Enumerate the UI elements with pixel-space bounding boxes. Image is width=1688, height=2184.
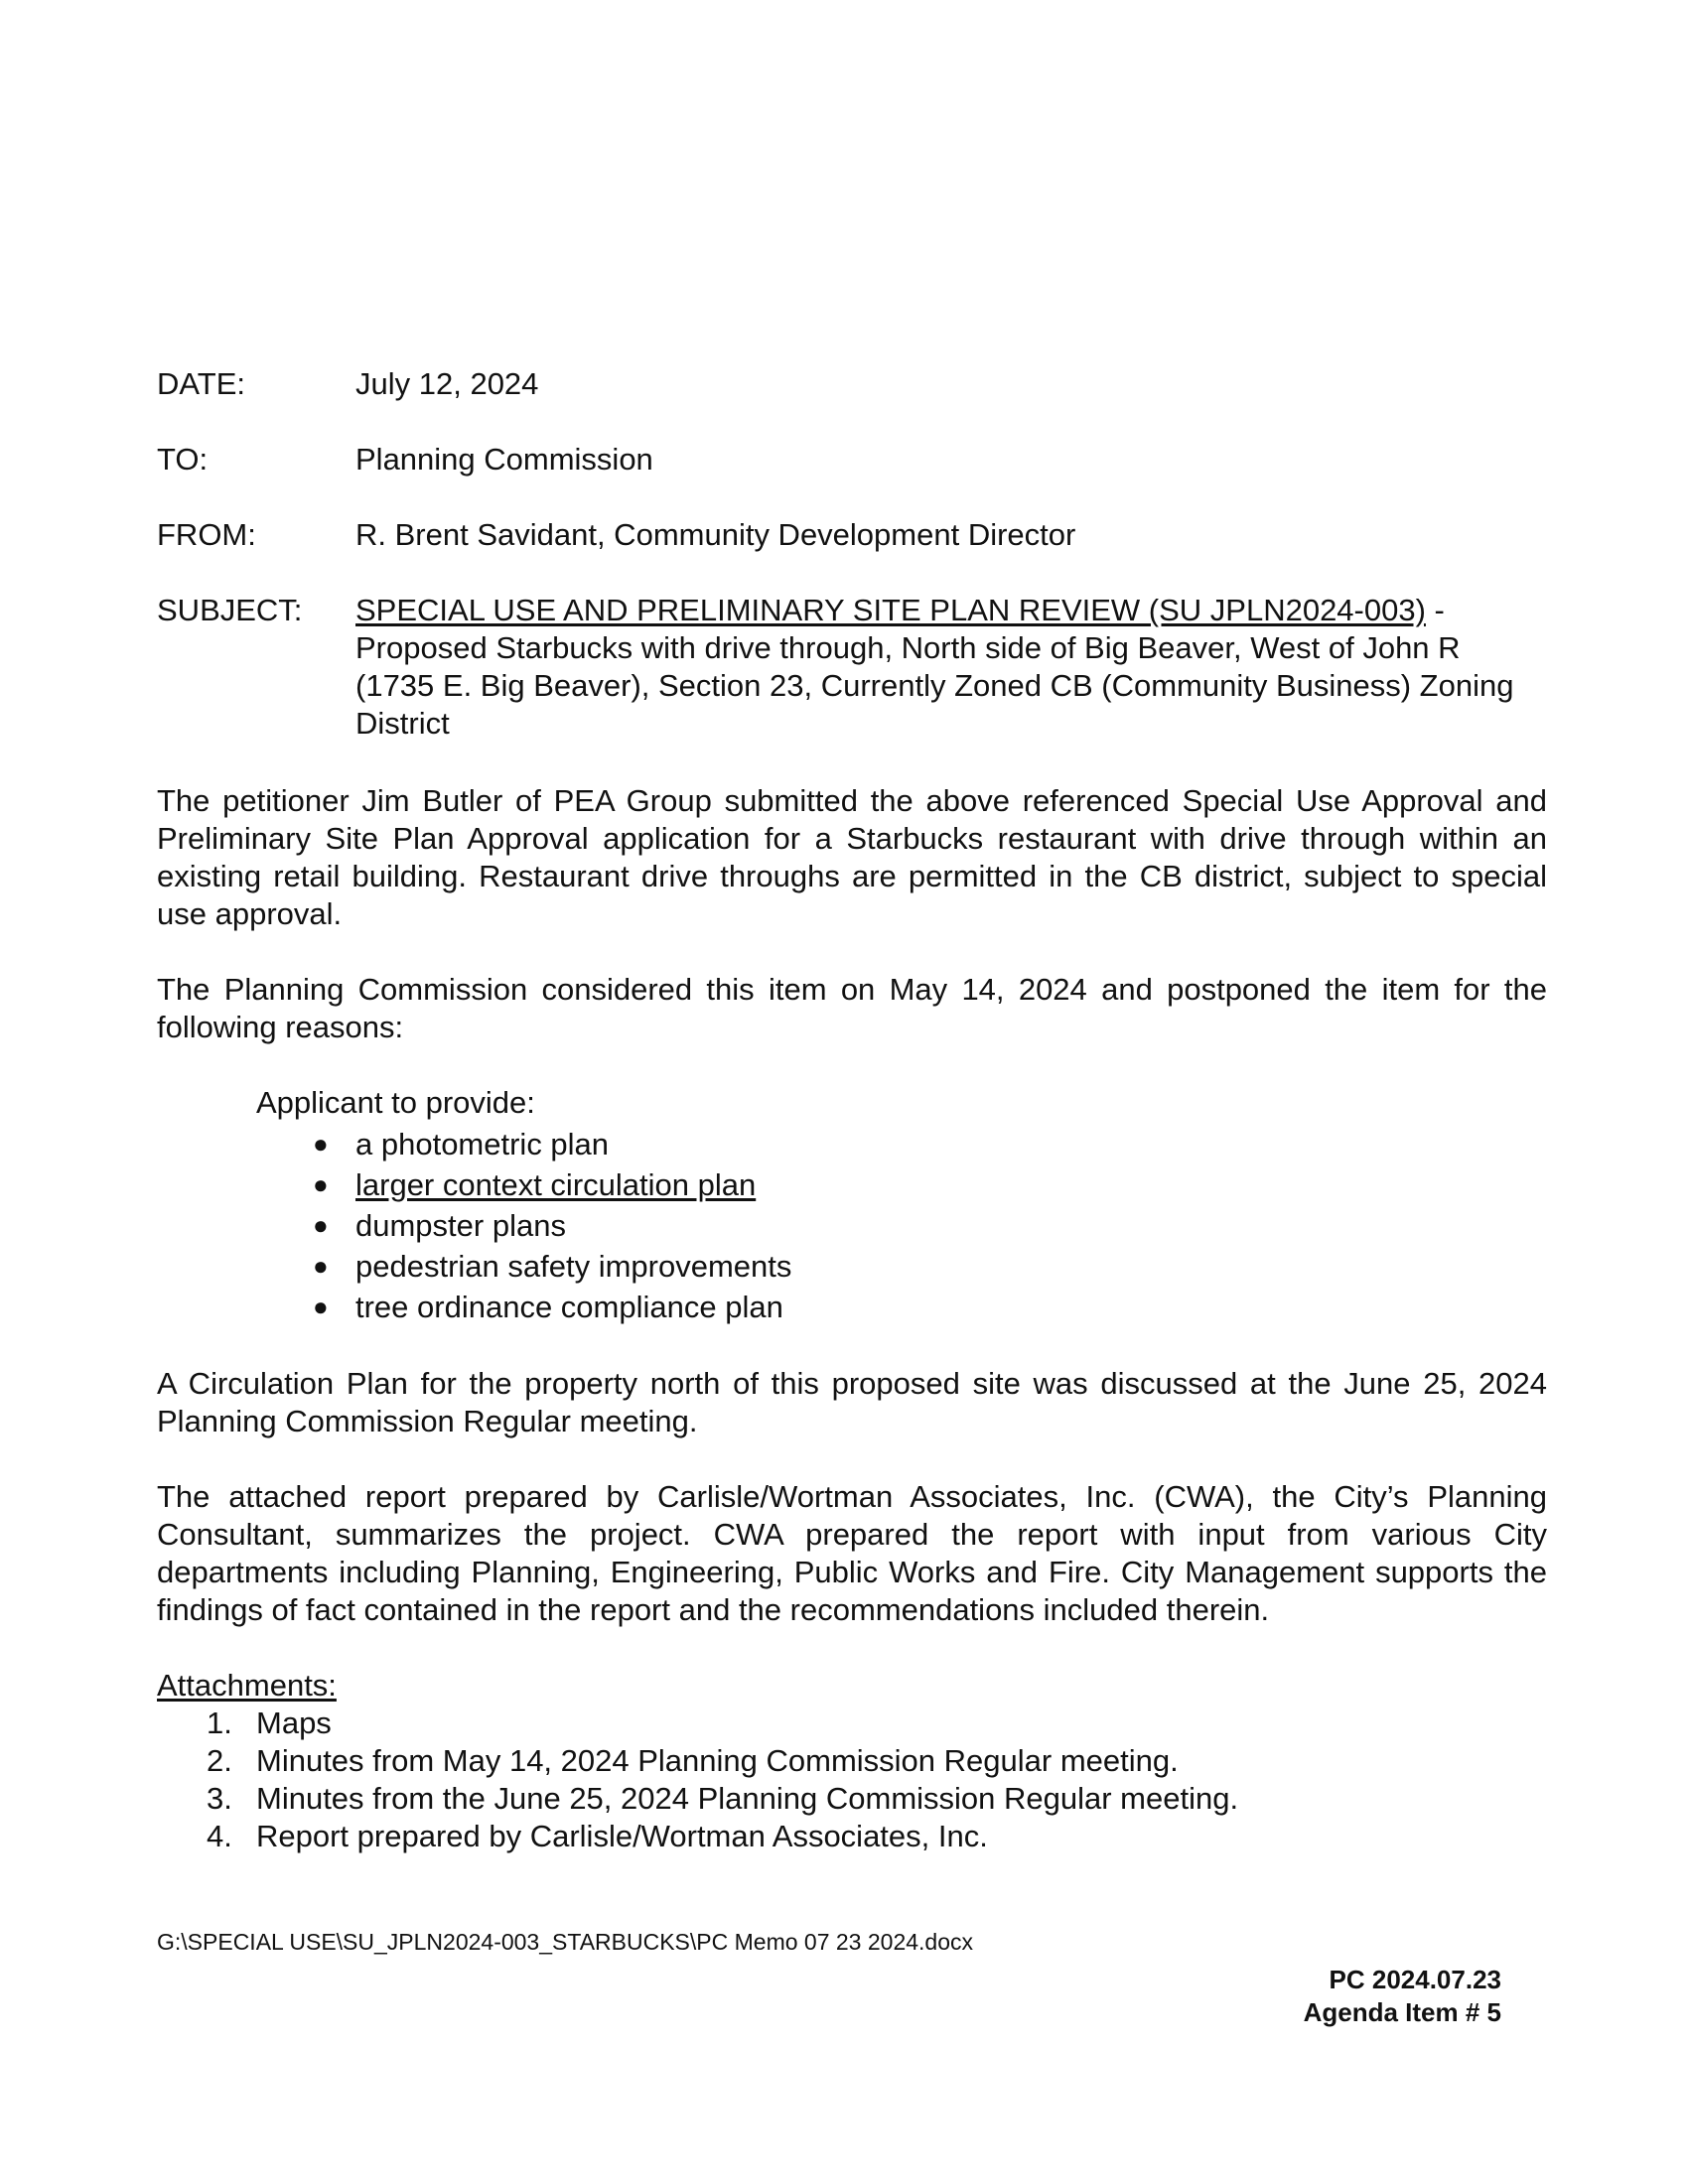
agenda-item-number: Agenda Item # 5 <box>1303 1997 1501 2027</box>
meeting-reference: PC 2024.07.23 <box>1329 1965 1501 1994</box>
list-item: 4. Report prepared by Carlisle/Wortman Associates, Inc. <box>207 1819 988 1853</box>
bullet-icon: ● <box>313 1129 329 1159</box>
applicant-list <box>256 1124 1547 1327</box>
applicant-requirements <box>256 1084 1547 1327</box>
subject-label: SUBJECT: <box>157 593 303 627</box>
to-value: Planning Commission <box>355 442 653 477</box>
bullet-icon: ● <box>313 1251 329 1281</box>
subject-description: - Proposed Starbucks with drive through, North side of Big Beaver, West of John R (1735 E. Big Beaver), Section 23, Currently Zoned CB (Community Business) Zoning District <box>355 593 1514 741</box>
subject-value <box>355 592 1547 743</box>
list-item: 3. Minutes from the June 25, 2024 Planning Commission Regular meeting. <box>207 1781 1239 1816</box>
list-item: ● dumpster plans <box>256 1205 1547 1246</box>
applicant-intro: Applicant to provide: <box>256 1085 535 1120</box>
date-row <box>157 365 1547 403</box>
date-value: July 12, 2024 <box>355 366 539 401</box>
list-item: ● larger context circulation plan <box>256 1164 1547 1205</box>
date-label: DATE: <box>157 366 245 401</box>
from-label: FROM: <box>157 517 256 552</box>
bullet-icon: ● <box>313 1292 329 1321</box>
list-item: 1. Maps <box>207 1706 332 1740</box>
bullet-icon: ● <box>313 1210 329 1240</box>
to-row <box>157 441 1547 478</box>
to-label: TO: <box>157 442 209 477</box>
attachments-title: Attachments: <box>157 1668 337 1703</box>
attachments-section <box>157 1667 1547 1855</box>
list-item: ● a photometric plan <box>256 1124 1547 1164</box>
from-row <box>157 516 1547 554</box>
subject-row <box>157 592 1547 743</box>
attachments-list <box>157 1705 1547 1855</box>
list-item: 2. Minutes from May 14, 2024 Planning Commission Regular meeting. <box>207 1743 1179 1778</box>
subject-title: SPECIAL USE AND PRELIMINARY SITE PLAN REVIEW (SU JPLN2024-003) <box>355 593 1426 627</box>
paragraph-report: The attached report prepared by Carlisle/Wortman Associates, Inc. (CWA), the City’s Planning Consultant, summarizes the project. CWA prepared the report with input from various City departments including Planning, Engineering, Public Works and Fire. City Management supports the findings of fact contained in the report and the recommendations included therein. <box>157 1479 1547 1627</box>
list-item: ● tree ordinance compliance plan <box>256 1287 1547 1327</box>
list-item: ● pedestrian safety improvements <box>256 1246 1547 1287</box>
paragraph-postponement: The Planning Commission considered this item on May 14, 2024 and postponed the item for the following reasons: <box>157 972 1547 1044</box>
file-path: G:\SPECIAL USE\SU_JPLN2024-003_STARBUCKS\PC Memo 07 23 2024.docx <box>157 1929 974 1955</box>
agenda-reference <box>1304 1964 1501 2029</box>
from-value: R. Brent Savidant, Community Development Director <box>355 517 1076 552</box>
paragraph-circulation: A Circulation Plan for the property north of this proposed site was discussed at the June 25, 2024 Planning Commission Regular meeting. <box>157 1366 1547 1438</box>
memo-page <box>157 365 1547 1855</box>
bullet-icon: ● <box>313 1169 329 1199</box>
paragraph-petition: The petitioner Jim Butler of PEA Group submitted the above referenced Special Use Approval and Preliminary Site Plan Approval application for a Starbucks restaurant with drive through within an existing retail building. Restaurant drive throughs are permitted in the CB district, subject to special use approval. <box>157 783 1547 931</box>
